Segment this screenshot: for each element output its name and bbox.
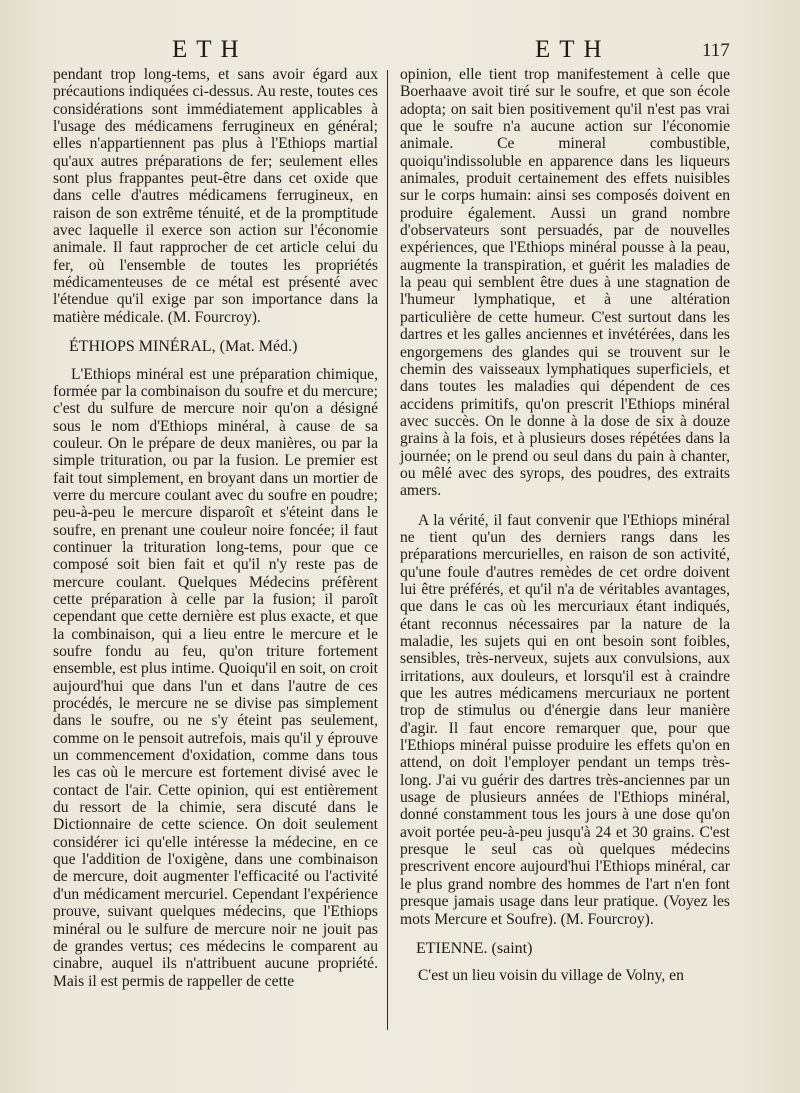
paragraph-etienne: C'est un lieu voisin du village de Volny, en <box>418 967 684 985</box>
entry-heading-ethiops-mineral: ÉTHIOPS MINÉRAL, (Mat. Méd.) <box>69 338 298 356</box>
entry-heading-etienne: ETIENNE. (saint) <box>416 939 533 957</box>
running-head-left: ETH <box>172 36 248 63</box>
right-column <box>400 66 730 985</box>
paragraph-opinion: opinion, elle tient trop manifestement à celle que Boerhaave avoit tiré sur le soufre, et que son école adopta; on sait bien positivement qu'il n'est pas vrai que le soufre n'a aucune action sur l'économie animale. Ce mineral combustible, quoiqu'indissoluble en apparence dans les liqueurs animales, produit certainement des effets nuisibles sur le corps humain: ainsi ses composés doivent en produire également. Aussi un grand nombre d'observateurs sont persuadés, par de nouvelles expériences, que l'Ethiops minéral pousse à la peau, augmente la transpiration, et guérit les maladies de la peau qui semblent être dues à une stagnation de l'humeur lymphatique, et à une altération particulière de cette humeur. C'est surtout dans les dartres et les galles anciennes et invétérées, dans les engorgemens des glandes qui se trouvent sur le chemin des vaisseaux lymphatiques superficiels, et dans toutes les maladies qui dépendent de ces accidens primitifs, qu'on prescrit l'Ethiops minéral avec succès. On le donne à la dose de six à douze grains à la fois, et à plusieurs doses répétées dans la journée; on le prend ou seul dans du pain à chanter, ou mêlé avec des syrops, des poudres, des extraits amers. <box>400 66 730 500</box>
left-column <box>53 66 378 990</box>
paragraph-ethiops-intro: L'Ethiops minéral est une préparation chimique, formée par la combinaison du soufre et du mercure; c'est du sulfure de mercure noir qu'on a désigné sous le nom d'Ethiops minéral, à cause de sa couleur. On le prépare de deux manières, ou par la simple trituration, ou par la fusion. Le premier est fait tout simplement, en broyant dans un mortier de verre du mercure coulant avec du soufre en poudre; peu-à-peu le mercure disparoît et s'éteint dans le soufre, en prenant une couleur noire foncée; il faut continuer la trituration long-tems, pour que ce composé soit bien fait et qu'il n'y reste pas de mercure coulant. Quelques Médecins préfèrent cette préparation à celle par la fusion; il paroît cependant que cette dernière est plus exacte, et que la combinaison, qui a lieu entre le mercure et le soufre fondu au feu, qu'on triture fortement ensemble, est plus intime. Quoiqu'il en soit, on croit aujourd'hui que dans l'un et dans l'autre de ces procédés, le mercure ne se divise pas simplement dans le soufre, ou ne s'y éteint pas seulement, comme on le pensoit autrefois, mais qu'il y éprouve un commencement d'oxidation, comme dans tous les cas où le mercure est fortement divisé avec le contact de l'air. Cette opinion, qui est entièrement du ressort de la chimie, sera discuté dans le Dictionnaire de cette science. On doit seulement considérer ici qu'elle intéresse la médecine, en ce que l'addition de l'oxigène, dans une combinaison de mercure, doit augmenter l'efficacité ou l'activité d'un médicament mercuriel. Cependant l'expérience prouve, suivant quelques médecins, que l'Ethiops minéral ou le sulfure de mercure noir ne jouit pas de grandes vertus; ces médecins le comparent au cinabre, auquel ils n'attribuent aucune propriété. Mais il est permis de rappeller de cette <box>53 365 378 990</box>
paragraph-verite: A la vérité, il faut convenir que l'Ethiops minéral ne tient qu'un des derniers rangs dans les préparations mercurielles, en raison de son activité, qu'une foule d'autres remèdes de cet ordre doivent lui être préférés, et qu'il n'a de véritables avantages, que dans le cas où les mercuriaux étant indiqués, étant reconnus nécessaires par la nature de la maladie, les sujets qui en ont besoin sont foibles, sensibles, très-nerveux, sujets aux convulsions, aux irritations, aux douleurs, et lorsqu'il est à craindre que les autres médicamens mercuriaux ne portent trop de stimulus ou d'énergie dans leur manière d'agir. Il faut encore remarquer que, pour que l'Ethiops minéral puisse produire les effets qu'on en attend, on doit l'employer pendant un temps très-long. J'ai vu guérir des dartres très-anciennes par un usage de plusieurs années de l'Ethiops minéral, donné constamment tous les jours à une dose qu'on avoit portée peu-à-peu jusqu'à 24 et 30 grains. C'est presque le seul cas où quelques médecins prescrivent encore aujourd'hui l'Ethiops minéral, car le plus grand nombre des hommes de l'art n'en font presque jamais usage dans leur pratique. (Voyez les mots Mercure et Soufre). (M. Fourcroy). <box>400 511 730 928</box>
page-number: 117 <box>702 40 730 61</box>
running-head-right: ETH <box>535 36 611 63</box>
column-divider <box>387 70 388 1030</box>
paragraph-continuation: pendant trop long-tems, et sans avoir égard aux précautions indiquées ci-dessus. Au reste, toutes ces considérations sont immédiatement applicables à l'usage des médicamens ferrugineux en général; elles n'appartiennent pas plus à l'Ethiops martial qu'aux autres préparations de fer; seulement elles sont plus frappantes peut-être dans cet oxide que dans celle d'autres médicamens ferrugineux, en raison de son extrême ténuité, et de la promptitude avec laquelle il exerce son action sur l'économie animale. Il faut rapprocher de cet article celui du fer, où l'ensemble de toutes les propriétés médicamenteuses de ce métal est présenté avec l'étendue qu'il exige par son importance dans la matière médicale. (M. Fourcroy). <box>53 66 378 326</box>
